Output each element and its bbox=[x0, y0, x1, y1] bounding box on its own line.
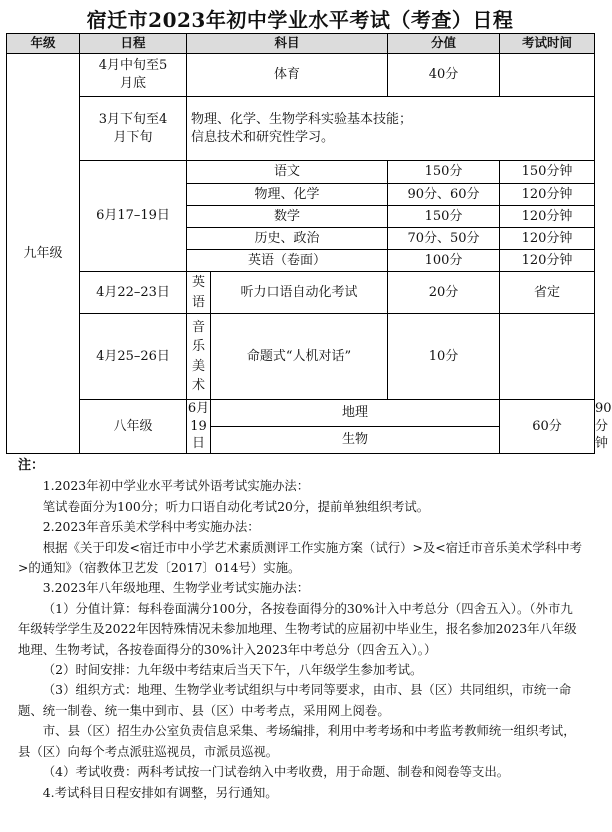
header-date: 日程 bbox=[80, 34, 187, 54]
table-row bbox=[7, 314, 595, 400]
written-time: 150分钟 bbox=[500, 161, 595, 184]
oral-date: 4月22–23日 bbox=[80, 272, 187, 314]
table-row bbox=[7, 161, 595, 184]
notes-section bbox=[18, 456, 584, 803]
oral-time: 省定 bbox=[500, 272, 595, 314]
written-score: 150分 bbox=[388, 206, 500, 228]
art-category: 音乐美术 bbox=[187, 314, 211, 400]
note-line: 根据《关于印发<宿迁市中小学艺术素质测评工作实施方案（试行）>及<宿迁市音乐美术学科中考>的通知》（宿教体卫艺发〔2017〕014号）实施。 bbox=[18, 539, 582, 576]
written-score: 90分、60分 bbox=[388, 184, 500, 206]
oral-category: 英语 bbox=[187, 272, 211, 314]
written-score: 150分 bbox=[388, 161, 500, 184]
table-header-row bbox=[7, 34, 595, 54]
notes-heading: 注： bbox=[18, 458, 45, 473]
schedule-table bbox=[6, 33, 612, 454]
page-title: 宿迁市2023年初中学业水平考试（考查）日程 bbox=[86, 8, 514, 32]
header-subject: 科目 bbox=[187, 34, 388, 54]
written-time: 120分钟 bbox=[500, 206, 595, 228]
written-subject: 英语（卷面） bbox=[187, 250, 388, 272]
g8-subject: 生物 bbox=[211, 426, 500, 453]
oral-subject: 听力口语自动化考试 bbox=[211, 272, 388, 314]
note-line: 市、县（区）招生办公室负责信息采集、考场编排，利用中考考场和中考监考教师统一组织考试，县（区）向每个考点派驻巡视员，市派员巡视。 bbox=[18, 723, 576, 759]
written-time: 120分钟 bbox=[500, 184, 595, 206]
note-line: （3）组织方式：地理、生物学业考试组织与中考同等要求，由市、县（区）共同组织，市统一命题、统一制卷、统一集中到市、县（区）中考考点，采用网上阅卷。 bbox=[18, 682, 572, 718]
written-subject: 历史、政治 bbox=[187, 228, 388, 250]
written-time: 120分钟 bbox=[500, 250, 595, 272]
note-line: （1）分值计算：每科卷面满分100分，各按卷面得分的30%计入中考总分（四舍五入）。（外市九年级转学学生及2022年因特殊情况未参加地理、生物考试的应届初中毕业生，报名参加2023年八年级地理、生物考试，各按卷面得分的30%计入2023年中考总分（四舍五入）。） bbox=[18, 600, 577, 657]
note-line: 3.2023年八年级地理、生物学业考试实施办法： bbox=[42, 580, 310, 596]
grade8-cell: 八年级 bbox=[80, 400, 187, 454]
header-grade: 年级 bbox=[7, 34, 80, 54]
written-subject: 语文 bbox=[187, 161, 388, 184]
pe-date: 4月中旬至5月底 bbox=[80, 54, 187, 97]
g8-subject: 地理 bbox=[211, 400, 500, 427]
header-score: 分值 bbox=[388, 34, 500, 54]
lab-date: 3月下旬至4月下旬 bbox=[80, 97, 187, 161]
written-time: 120分钟 bbox=[500, 228, 595, 250]
written-score: 100分 bbox=[388, 250, 500, 272]
art-subject: 命题式“人机对话” bbox=[211, 314, 388, 400]
art-time bbox=[500, 314, 595, 400]
table-row bbox=[7, 54, 595, 97]
g8-date: 6月19日 bbox=[187, 400, 211, 454]
written-date: 6月17–19日 bbox=[80, 161, 187, 272]
oral-score: 20分 bbox=[388, 272, 500, 314]
note-line: （2）时间安排：九年级中考结束后当天下午，八年级学生参加考试。 bbox=[42, 662, 423, 678]
written-subject: 物理、化学 bbox=[187, 184, 388, 206]
note-line: （4）考试收费：两科考试按一门试卷纳入中考收费，用于命题、制卷和阅卷等支出。 bbox=[42, 764, 510, 780]
note-line: 2.2023年音乐美术学科中考实施办法： bbox=[42, 519, 260, 535]
note-line: 笔试卷面分为100分；听力口语自动化考试20分，提前单独组织考试。 bbox=[42, 498, 430, 514]
table-row: 八年级 6月19日 地理 60分 90分钟 bbox=[7, 400, 595, 427]
written-score: 70分、50分 bbox=[388, 228, 500, 250]
table-row bbox=[7, 272, 595, 314]
pe-score: 40分 bbox=[388, 54, 500, 97]
lab-subject: 物理、化学、生物学科实验基本技能；信息技术和研究性学习。 bbox=[187, 97, 595, 161]
pe-time bbox=[500, 54, 595, 97]
header-time: 考试时间 bbox=[500, 34, 595, 54]
art-score: 10分 bbox=[388, 314, 500, 400]
pe-subject: 体育 bbox=[187, 54, 388, 97]
note-line: 1.2023年初中学业水平考试外语考试实施办法： bbox=[42, 478, 310, 494]
art-date: 4月25–26日 bbox=[80, 314, 187, 400]
written-subject: 数学 bbox=[187, 206, 388, 228]
note-line: 4.考试科目日程安排如有调整，另行通知。 bbox=[42, 784, 278, 800]
grade9-cell: 九年级 bbox=[7, 54, 80, 454]
g8-score: 60分 bbox=[500, 400, 595, 454]
table-row bbox=[7, 97, 595, 161]
